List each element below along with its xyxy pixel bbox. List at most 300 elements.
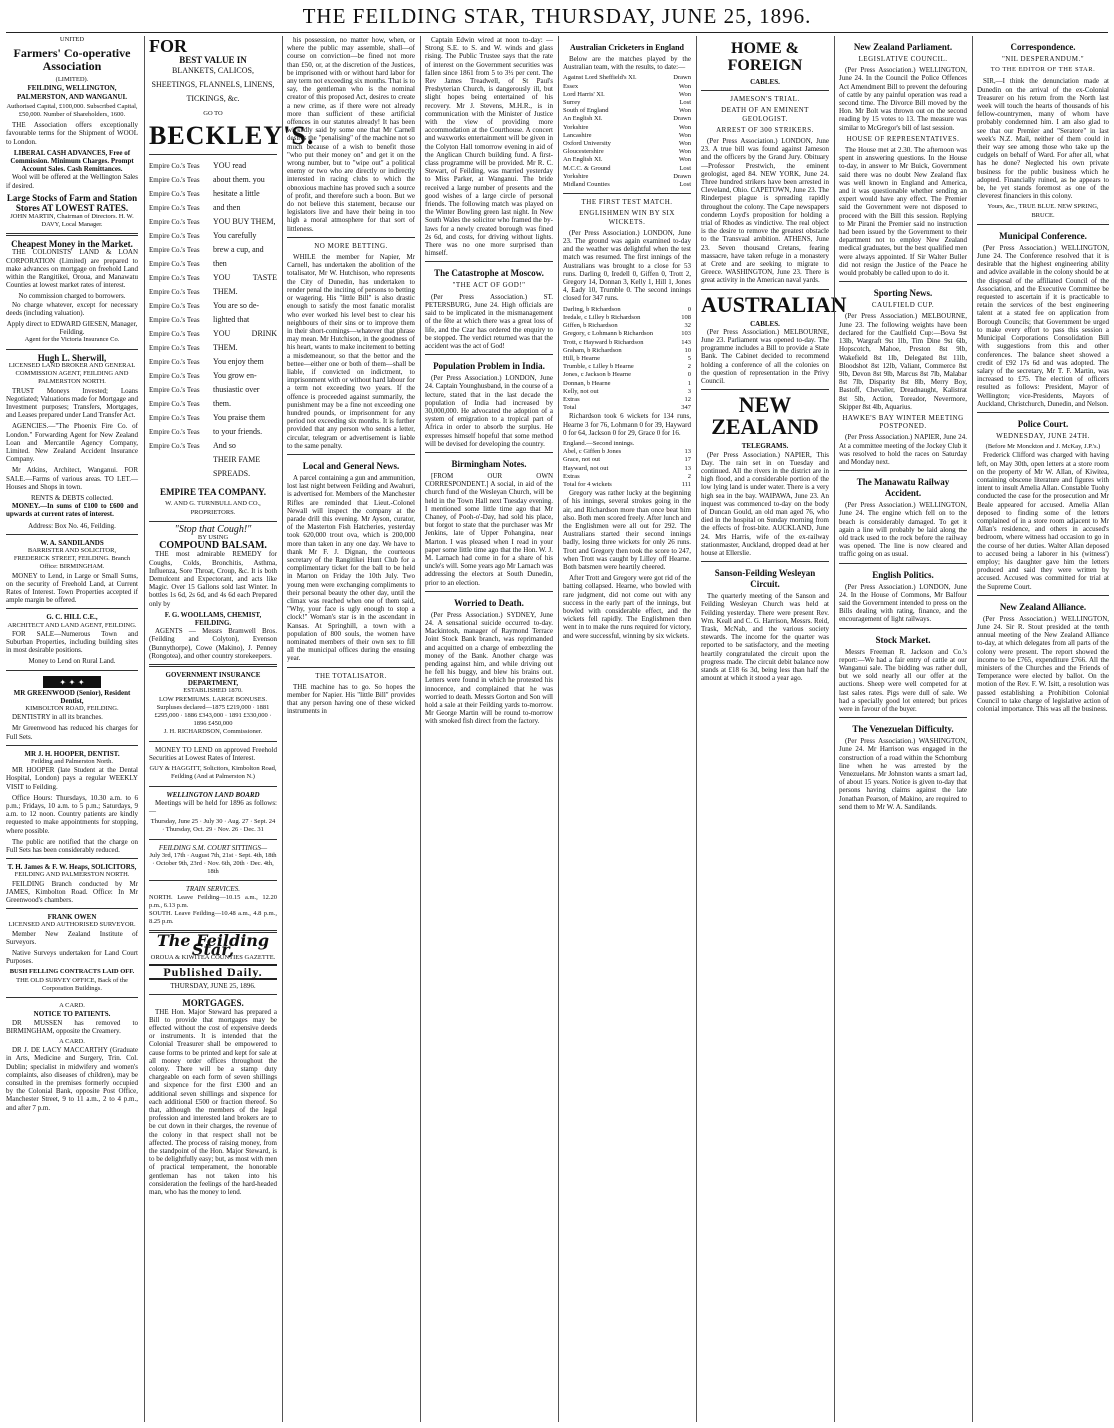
- ad-farmers-places: FEILDING, WELLINGTON, PALMERSTON, AND WANGANUI.: [16, 84, 128, 101]
- table-row: [563, 91, 691, 99]
- ad-james-addr: FEILDING AND PALMERSTON NORTH.: [14, 871, 130, 879]
- police-date: WEDNESDAY, JUNE 24TH.: [996, 431, 1090, 440]
- divider: [149, 880, 277, 881]
- ad-owen-plans: BUSH FELLING CONTRACTS LAID OFF.: [9, 968, 135, 976]
- ad-for-head: FOR: [149, 36, 187, 56]
- politics-body: (Per Press Association.) LONDON, June 24. In the House of Commons, Mr Balfour said the Government intended to press on the Bills dealing with rating, finance, and the encouragement of light railways.: [839, 582, 967, 624]
- table-cell-label: Gloucestershire: [563, 148, 604, 156]
- ad-cheapest-agent: Agent for the Victoria Insurance Co.: [24, 336, 120, 344]
- table-row: [563, 148, 691, 156]
- svg-text:✦ ✦ ✦: ✦ ✦ ✦: [59, 677, 85, 687]
- table-row: [563, 465, 691, 473]
- ad-hooper-addr: Feilding and Palmerston North.: [31, 758, 113, 766]
- tea-brand-line: Empire Co.'s Teas: [149, 162, 200, 171]
- paper-date: THURSDAY, JUNE 25, 1896.: [170, 982, 256, 991]
- table-cell-label: Trott, c Hayward b Richardson: [563, 338, 644, 346]
- table-cell-label: Oxford University: [563, 140, 611, 148]
- ad-gov-commissioner: J. H. RICHARDSON, Commissioner.: [163, 728, 263, 736]
- tea-brand-list: [149, 159, 207, 481]
- court-head: FEILDING S.M. COURT SITTINGS—: [158, 843, 268, 852]
- table-cell-label: Graham, b Richardson: [563, 346, 622, 354]
- ad-hill-money: Money to Lend on Rural Land.: [28, 657, 116, 666]
- table-row: [563, 339, 691, 347]
- ad-sherwill-rents: RENTS & DEBTS collected.: [30, 493, 114, 502]
- totalisator-continued: his possession, no matter how, when, or where the public may assemble, shall—of course on conviction—be fined not more than £50, or, at the discretion of the Justices, be imprisoned with or without hard labor for any term not exceeding six months. That is to say, the gentleman who is the nominal creator of this proposed Act, desires to create a new crime, as if there were not already more than sufficient of these artificial offences in our statutes already! It has been wickedly said by some one that Mr Carnell desires the "penalising" of the machine not so much because of a wish to benefit those "who put their money on" and get it on the wrong number, but to "wipe out" a political enemy or two who are directly or indirectly interested in racing clubs to which the obnoxious machine has proved such a source of profit, and therefore such a boon. But we do not believe this statement, because our legislators live and have their being in too high a moral atmosphere for that sort of littleness.: [287, 36, 415, 233]
- ad-empire-teas: [149, 159, 277, 481]
- tea-brand-line: Empire Co.'s Teas: [149, 218, 200, 227]
- divider: [701, 90, 829, 91]
- home-foreign-head: HOME & FOREIGN: [727, 40, 803, 74]
- column-4: [420, 36, 553, 1422]
- nz-body: (Per Press Association.) NAPIER, This Day. The rain set in on Tuesday and continued. All the rivers in the district are in high flood, and a considerable portion of the low lying land is under water. There is a very high sea in the bay. WAIPAWA, June 23. An inquest was commenced to-day on the body of Duncan Gould, an old man aged 76, who died in the hospital on Sunday morning from the effects of frost-bite. AUCKLAND, June 24. Mrs Harris, wife of the ex-railway stationmaster, Auckland, dropped dead at her house at Ellerslie.: [701, 450, 829, 557]
- tea-brand-line: Empire Co.'s Teas: [149, 442, 200, 451]
- test-sub: ENGLISHMEN WIN BY SIX WICKETS.: [579, 209, 675, 226]
- land-board-dates: Thursday, June 25 · July 30 · Aug. 27 · Sept. 24 · Thursday, Oct. 29 · Nov. 26 · Dec. 31: [150, 818, 276, 834]
- tea-slogan-line: brew a cup, and: [213, 245, 264, 255]
- table-cell-label: England.—Second innings.: [563, 439, 635, 447]
- table-cell-value: 2: [687, 472, 691, 480]
- tea-brand-line: Empire Co.'s Teas: [149, 358, 200, 367]
- news-continued: Captain Edwin wired at noon to-day: —Strong S.E. to S. and W. winds and glass rising. The Public Trustee says that the rate of interest on the Government securities was fallen since 1861 from 5 to 3½ per cent. The Rev James Treadwell, of St Paul's Presbyterian Church, is dangerously ill, but slight hopes being entertained of his recovery. Mr J. Stevens, M.H.R., is in communication with the Minister of Justice with the view of providing more accommodation at the Courthouse. A concert and waxworks entertainment will be given in the Colyton Hall tomorrow evening in aid of the Anglican Church building fund. A first-class programme will be provided. Mr R. C. Stewart, of Feilding, was married yesterday to Miss Parker, at Wanganui. The bride received a large number of presents and the good wishes of a large circle of personal friends. The following match was played on the Winter Bowling green last night. In New South Wales the solicitor who framed the by-laws for a newly created borough was fined 2s 6d, and costs, for driving without lights. There was no one more surprised than himself.: [425, 36, 553, 258]
- home-foreign-cables: CABLES.: [750, 78, 780, 86]
- ad-hooper-public: The public are notified that the charge on Full Sets has been considerably reduced.: [6, 837, 138, 855]
- tea-brand-line: Empire Co.'s Teas: [149, 190, 200, 199]
- correspondence-sign: Yours, &c., TRUE BLUE. NEW SPRING, BRUCE.: [987, 203, 1099, 219]
- divider: [149, 741, 277, 742]
- table-cell-value: 108: [681, 313, 691, 321]
- train-south: SOUTH. Leave Feilding—10.48 a.m., 4.8 p.m., 8.25 p.m.: [149, 909, 277, 926]
- table-row: [563, 181, 691, 189]
- divider: [977, 224, 1109, 225]
- home-foreign-body: (Per Press Association.) LONDON, June 23. A true bill was found against Jameson and the officers by the Grand Jury. Obituary—Professor Prestwich, the eminent geologist, aged 84. NEW YORK, June 24. Three hundred strikers have been arrested in Cleveland, Ohio. CAPETOWN, June 23. The Rinderpest plague is spreading rapidly throughout the colony. The Cape newspapers condemn Loyd's proposition for holding a trial of Rhodes as vindictive. The real object is the desire to remove the greatest obstacle to the Transvaal ambition. ATHENS, June 23. Seven thousand Cretans, fearing massacre, have taken refuge in a monastery at Crete and are seeking to migrate to Greece. WASHINGTON, June 23. There is great activity in the American naval yards.: [701, 137, 829, 285]
- ad-owen-body: Member New Zealand Institute of Surveyors.: [6, 929, 138, 946]
- ad-cough-maker: F. G. WOOLLAMS, CHEMIST, FEILDING.: [164, 610, 262, 628]
- tea-brand-line: Empire Co.'s Teas: [149, 316, 200, 325]
- tea-slogan-line: YOU TASTE THEM.: [213, 273, 277, 297]
- paper-daily: Published Daily.: [149, 964, 277, 980]
- tea-brand-line: Empire Co.'s Teas: [149, 330, 200, 339]
- column-3: [282, 36, 415, 1422]
- totalisator-body: THE machine has to go. So hopes the member for Napier. His "little Bill" provides that any person having one of these wicked instruments in: [287, 682, 415, 716]
- table-cell-value: 111: [681, 480, 691, 488]
- alliance-body: (Per Press Association.) WELLINGTON, June 24. Sir R. Stout presided at the tenth annual meeting of the New Zealand Alliance to-day, at which delegates from all parts of the colony were present. The report showed the income to be £765, expenditure £766. All the ministers of the Churches and the Friends of Temperance were elected by ballot. On the motion of the Rev. F. W. Isitt, a resolution was passed establishing a Prohibition Colonial Council to take charge of legislative action of colonial importance. This was all the business.: [977, 614, 1109, 714]
- table-row: [563, 396, 691, 404]
- table-row: [563, 74, 691, 82]
- ad-for-items: BLANKETS, CALICOS, SHEETINGS, FLANNELS, LINENS, TICKINGS, &c.: [151, 66, 275, 104]
- tea-brand-line: Empire Co.'s Teas: [149, 302, 200, 311]
- betting-head: NO MORE BETTING.: [314, 241, 388, 250]
- sanson-body: The quarterly meeting of the Sanson and Feilding Wesleyan Church was held at Feilding yesterday. There were present Rev. Wm. Keall and C. G. Harrison, Messrs. Reid, Trask, McNab, and the various society stewards. The income for the quarter was reported to be satisfactory, and the meeting heartily congratulated the circuit upon the progress made. The circuit debit balance now stands at £18 6s 3d, being less than half the amount at which it stood a year ago.: [701, 592, 829, 683]
- table-row: [563, 380, 691, 388]
- tea-slogan-line: YOU read: [213, 161, 247, 171]
- divider: [563, 193, 691, 194]
- table-cell-label: Darling, b Richardson: [563, 305, 621, 313]
- police-head: Police Court.: [1017, 418, 1069, 429]
- ad-sandilands-addr: FREDERICK STREET, FEILDING. Branch Office: BIRMINGHAM.: [13, 555, 131, 571]
- ad-farmers-tag: UNITED: [59, 36, 85, 43]
- venezuela-body: (Per Press Association.) WASHINGTON, June 24. Mr Harrison was engaged in the construction of a road within the Schomburg line when he was arrested by the Venezuelans. Mr Johnston wants a smart lad, of about 15 years. Notice is given to-day that persons having claims against the late Jonathan Pearson, of Makino, are required to send them to Mr W. A. Sandilands.: [839, 737, 967, 811]
- ad-hill-name: G. C. HILL C.E.,: [46, 613, 98, 622]
- ad-empire-props: W. AND G. TURNBULL AND CO., PROPRIETORS.: [165, 500, 261, 516]
- ad-beckley: BECKLEY'S.: [149, 121, 315, 151]
- australian-body: (Per Press Association.) MELBOURNE, June 23. Parliament was opened to-day. The programme includes a Bill to provide a State Bank. The Cabinet decided to recommend holding a conference of all the colonies on the question of representation in the Privy Council.: [701, 327, 829, 386]
- ad-greenwood-addr: KIMBOLTON ROAD, FEILDING.: [25, 705, 119, 712]
- correspondence-head: Correspondence.: [1010, 42, 1076, 52]
- table-cell-label: Grace, not out: [563, 456, 601, 464]
- ad-gov-surplus: Surpluses declared—1875 £219,000 · 1881 £295,000 · 1886 £343,000 · 1891 £330,000 · 1896 £450,000: [154, 703, 272, 728]
- hawkes-body: (Per Press Association.) NAPIER, June 24. At a committee meeting of the Jockey Club it was resolved to hold the races on Saturday and Monday next.: [839, 433, 967, 466]
- table-cell-value: 3: [687, 387, 691, 395]
- mortgages-body: THE Hon. Major Steward has prepared a Bill to provide that mortgages may be effected without the cost of expensive deeds or instruments. It is intended that the Colonial Treasurer shall be empowered to cause forms to be printed and kept for sale at all money order offices throughout the colony. There will be a stamp duty chargeable on each form of seven shillings and sixpence for the first £300 and an additional seven shillings and sixpence for each additional £500 or fraction thereof. So that, although the members of the legal profession and interested land brokers are to be cut down in their charges, the revenue of the colony in that respect shall not be affected. The process of raising money, from the standpoint of the Hon. Major Steward, is to be delightfully easy; but, as most with men of practical temperament, the honorable gentleman has not taken into his consideration the feelings of the hard-headed man, who has the money to lend.: [149, 1007, 277, 1197]
- table-cell-label: Abel, c Giffen b Jones: [563, 448, 622, 456]
- sporting-body: (Per Press Association.) MELBOURNE, June 23. The following weights have been declared for the Caulfield Cup:—Bova 9st 13lb, Wargraft 9st 1lb, Tim Dine 9st 6lb, Hopscotch, Mahoe, Preston 8st 9lb, Wakefield 8st 1lb, Delegated 8st 11lb, Bloodshot 8st 12lb, Valiant, Commerce 8st 9lb, Devon 8st 9lb, Marcus 8st 7lb, Malabar 8st 7lb, Disparity 8st 8lb, Merry Boy, Bastoff, Chevalier, Dreadnaught, Kalistrat 8st 5lb, Action, Toreador, Nevermore, Skipper 8st 4lb, Aquarius.: [839, 312, 967, 411]
- totalisator-head: THE TOTALISATOR.: [315, 671, 387, 680]
- table-row: [563, 107, 691, 115]
- cricket-head: Australian Cricketers in England: [569, 43, 684, 52]
- tea-brand-line: Empire Co.'s Teas: [149, 400, 200, 409]
- table-row: [563, 132, 691, 140]
- alliance-head: New Zealand Alliance.: [999, 601, 1087, 612]
- england-scorecard-table: [563, 440, 691, 489]
- table-row: [563, 173, 691, 181]
- tea-slogan-line: them.: [213, 399, 231, 409]
- table-row: [563, 456, 691, 464]
- table-cell-value: 347: [681, 404, 691, 412]
- column-5: [558, 36, 691, 1422]
- ad-james-name: T. H. James & F. W. Heaps, SOLICITORS,: [7, 863, 137, 872]
- tea-brand-line: Empire Co.'s Teas: [149, 288, 200, 297]
- table-cell-label: Surrey: [563, 99, 581, 107]
- table-row: [563, 388, 691, 396]
- ad-owen-office: THE OLD SURVEY OFFICE, Back of the Corporation Buildings.: [16, 976, 128, 992]
- table-row: [563, 347, 691, 355]
- correspondence-sub: "NIL DESPERANDUM.": [1001, 55, 1085, 63]
- land-board-head: WELLINGTON LAND BOARD: [166, 790, 260, 799]
- ad-owen-native: Native Surveys undertaken for Land Court Purposes.: [6, 949, 138, 966]
- table-cell-label: Jones, c Jackson b Hearne: [563, 371, 632, 379]
- divider: [6, 908, 138, 909]
- ad-sherwill-agencies: AGENCIES.—"The Phoenix Fire Co. of London." Forwarding Agent for New Zealand Loan and Mercantile Agency Company, Limited. New Zealand Accident Insurance Company.: [6, 422, 138, 464]
- catastrophe-body: (Per Press Association.) ST. PETERSBURG, June 24. High officials are said to be implicated in the mismanagement of the fête at which there was a great loss of life, and the Czar has ordered the enquiry to be stopped. The verdict returned was that the accident was the act of God!: [425, 292, 553, 350]
- divider: [701, 389, 829, 390]
- table-cell-value: 17: [684, 456, 691, 464]
- ad-empire-head: EMPIRE TEA COMPANY.: [159, 487, 267, 498]
- column-7: [834, 36, 967, 1422]
- table-cell-label: M.C.C. & Ground: [563, 164, 611, 172]
- table-cell-label: Against Lord Sheffield's XI.: [563, 74, 637, 82]
- ad-cough-name: COMPOUND BALSAM.: [159, 540, 267, 552]
- ad-sherwill-name: Hugh L. Sherwill,: [37, 352, 107, 363]
- ad-greenwood-body: DENTISTRY in all its branches.: [12, 713, 103, 722]
- tea-slogan-line: And so: [213, 441, 236, 451]
- council-body: (Per Press Association.) WELLINGTON, June 24. In the Council the Police Offences Act Amendment Bill to prevent the defouring of cattle by any painful operation was read a second time. The Divorce Bill moved by the Hon. Mr Bolt was thrown out on the second reading by 15 votes to 13. The measure was similar to McGregor's bill of last session.: [839, 66, 967, 132]
- divider: [149, 664, 277, 667]
- tea-slogan-line: You enjoy them: [213, 357, 264, 367]
- divider: [425, 354, 553, 355]
- birmingham-head: Birmingham Notes.: [451, 458, 527, 469]
- ad-cough-quote: "Stop that Cough!": [174, 523, 252, 535]
- table-cell-label: Iredale, c Lilley b Richardson: [563, 313, 641, 321]
- sporting-head: Sporting News.: [873, 288, 933, 299]
- divider: [149, 521, 277, 522]
- ad-mussen-head: NOTICE TO PATIENTS.: [33, 1010, 111, 1019]
- divider: [839, 628, 967, 629]
- table-cell-label: Yorkshire: [563, 123, 589, 131]
- dentist-badge-icon: [6, 675, 138, 689]
- ad-cough-agents: AGENTS — Messrs Bramwell Bros. (Feilding and Colyton), Evenson (Bunnythorpe), Cowe (Makino), J. Penney (Rongotea), and other country storekeepers.: [149, 627, 277, 660]
- population-head: Population Problem in India.: [433, 361, 545, 372]
- train-north: NORTH. Leave Feilding—10.15 a.m., 12.20 p.m., 6.13 p.m.: [149, 893, 277, 909]
- ad-farmers-liberal: LIBERAL CASH ADVANCES, Free of Commission. Minimum Charges. Prompt Account Sales. Cash Remittances.: [10, 148, 134, 174]
- divider: [6, 349, 138, 350]
- table-cell-label: Midland Counties: [563, 181, 610, 189]
- ad-farmers-manager: JOHN MARTIN, Chairman of Directors. H. W. DAVY, Local Manager.: [10, 212, 134, 229]
- masthead-title: THE FEILDING STAR, THURSDAY, JUNE 25, 1896.: [302, 4, 812, 28]
- paper-sub: OROUA & KIWITEA COUNTIES GAZETTE.: [150, 953, 276, 961]
- death-head: DEATH OF AN EMINENT GEOLOGIST.: [721, 106, 809, 123]
- paper-title: The Feilding Star,: [156, 931, 270, 959]
- table-cell-value: 103: [681, 330, 691, 338]
- table-row: [563, 322, 691, 330]
- trial-head: JAMESON'S TRIAL.: [730, 95, 800, 104]
- tea-brand-line: Empire Co.'s Teas: [149, 372, 200, 381]
- ad-owen-name: FRANK OWEN: [47, 913, 97, 922]
- tea-slogan-line: YOU DRINK THEM.: [213, 329, 277, 353]
- divider: [149, 994, 277, 995]
- stock-head: Stock Market.: [875, 634, 931, 645]
- table-cell-label: Lord Harris' XI.: [563, 90, 605, 98]
- ad-sherwill-sale: Mr Atkins, Architect, Wanganui. FOR SALE.—Farms of various areas. TO LET.—Houses and Shops in town.: [6, 466, 138, 491]
- table-cell-value: Won: [678, 82, 691, 90]
- divider: [839, 717, 967, 718]
- ad-gov-low: LOW PREMIUMS. LARGE BONUSES.: [158, 695, 268, 703]
- ad-money-lend: MONEY TO LEND on approved Freehold Securities at Lowest Rates of Interest.: [149, 745, 277, 762]
- table-cell-label: Yorkshire: [563, 172, 589, 180]
- table-cell-value: 143: [681, 338, 691, 346]
- police-before: (Before Mr Monckton and J. McKay, J.P.'s.): [985, 443, 1101, 451]
- table-cell-value: Lost: [679, 181, 691, 189]
- divider: [977, 595, 1109, 596]
- table-cell-value: Won: [678, 148, 691, 156]
- table-cell-value: Won: [678, 107, 691, 115]
- ad-hooper-hours: Office Hours: Thursdays, 10.30 a.m. to 6 p.m.; Fridays, 10 a.m. to 5 p.m.; Saturdays, 9 a.m. to 12 noon. Country patients are kindly requested to make appointments for stopping, where possible.: [6, 793, 138, 835]
- ad-cheapest-apply: Apply direct to EDWARD GIESEN, Manager, Feilding.: [6, 320, 138, 337]
- divider: [149, 786, 277, 787]
- test-head: THE FIRST TEST MATCH.: [581, 198, 673, 207]
- table-row: [563, 440, 691, 448]
- table-cell-value: 32: [684, 322, 691, 330]
- after-body: After Trott and Gregory were got rid of the batting collapsed. Hearne, who bowled with rare judgment, did not come out with any success in the early part of the innings, but bowled with considerable effect, and the wickets fell rapidly. The Englishmen then went in to make the runs required for victory, and were successful, winning by six wickets.: [563, 574, 691, 640]
- ad-farmers-wool: Wool will be offered at the Wellington Sales if desired.: [6, 173, 138, 190]
- ad-gov-est: ESTABLISHED 1870.: [183, 687, 243, 695]
- table-cell-value: 1: [687, 379, 691, 387]
- table-cell-value: 13: [684, 464, 691, 472]
- table-cell-value: Won: [678, 123, 691, 131]
- table-row: [563, 124, 691, 132]
- train-head: TRAIN SERVICES.: [186, 885, 240, 894]
- hawkes-head: HAWKE'S BAY WINTER MEETING POSTPONED.: [842, 413, 964, 431]
- ad-cheapest-body: THE COLONISTS' LAND & LOAN CORPORATION (Limited) are prepared to make advances on mortgage on freehold Land within the Rangitikei, Oroua, and Manawatu Counties at lowest market rates of interest.: [6, 248, 138, 290]
- table-row: [563, 115, 691, 123]
- divider: [6, 233, 138, 236]
- house-head: HOUSE OF REPRESENTATIVES.: [846, 134, 960, 143]
- population-body: (Per Press Association.) LONDON, June 24. Captain Younghusband, in the course of a lecture, stated that in the last decade the population of India had increased by 30,000,000. He advocated the adoption of a system of emigration to a tropical part of Africa in order to absorb the surplus. He expresses himself hopeful that some method will be devised for developing the country.: [425, 374, 553, 448]
- ad-sherwill-money: MONEY.—In sums of £100 to £600 and upwards at current rates of interest.: [6, 502, 138, 519]
- table-cell-value: Won: [678, 156, 691, 164]
- ad-maccarthy-card: A CARD.: [59, 1037, 85, 1045]
- divider: [149, 839, 277, 840]
- australian-head: AUSTRALIAN: [701, 291, 847, 317]
- tea-brand-line: Empire Co.'s Teas: [149, 274, 200, 283]
- column-8: [972, 36, 1109, 1422]
- table-cell-value: 5: [687, 354, 691, 362]
- table-cell-label: Lancashire: [563, 131, 592, 139]
- cricket-results-table: [563, 74, 691, 189]
- ad-for-title: BEST VALUE IN: [179, 55, 247, 65]
- correspondence-body: SIR,—I think the denunciation made at Dunedin on the arrival of the ex-Colonial Treasurer on his return from the North last week will touch the hearts of thousands of his fellow-countrymen, many of whom have probably condemned him. I am also glad to see that our Premier and "Seratore" in last week's N.Z. Mail, neither of them could in their way see among those who take up the cudgels on behalf of Ward. For after all, what has he done? Neglected his own private business for the public business which he adopted. Financially ruined, as he appears to be, he yet stands foremost as one of the cleverest financiers in this colony.: [977, 77, 1109, 201]
- divider: [6, 534, 138, 535]
- table-cell-label: Trumble, c Lilley b Hearne: [563, 363, 634, 371]
- tea-slogan-list: [207, 159, 277, 481]
- table-cell-label: Total: [563, 404, 577, 412]
- tea-brand-line: Empire Co.'s Teas: [149, 414, 200, 423]
- mortgages-head: MORTGAGES.: [182, 998, 244, 1009]
- local-head: Local and General News.: [302, 460, 400, 471]
- table-cell-value: 0: [687, 305, 691, 313]
- table-cell-value: Won: [678, 131, 691, 139]
- tea-slogan-line: THEIR FAME: [213, 455, 261, 465]
- parliament-head: New Zealand Parliament.: [853, 42, 953, 52]
- table-cell-value: 2: [687, 363, 691, 371]
- land-board-body: Meetings will be held for 1896 as follows:—: [149, 798, 277, 815]
- house-body: The House met at 2.30. The afternoon was spent in answering questions. In the House to-day, in answer to Mr Buick, Government said there was no doubt New Zealand flax was well known in England and America, and it was questionable whether sending an expert would have any effect. The Premier said the Government were not disposed to proceed with the Bill this session. Replying to Mr Pirani the Premier said no instruction had been issued by the Government to their department not to employ New Zealand medical graduates, but the best qualified men were always appointed. If Sir Walter Buller did not resign the Justice of the Peace he would probably be called upon to do it.: [839, 146, 967, 278]
- tea-slogan-line: You grow en-: [213, 371, 257, 381]
- nz-telegrams: TELEGRAMS.: [741, 442, 789, 451]
- table-row: [563, 156, 691, 164]
- court-dates: July 3rd, 17th · August 7th, 21st · Sept. 4th, 18th · October 9th, 23rd · Nov. 6th, 20th · Dec. 4th, 18th: [149, 851, 277, 876]
- table-cell-value: Drawn: [673, 115, 691, 123]
- table-cell-label: Extras: [563, 395, 580, 403]
- tea-brand-line: Empire Co.'s Teas: [149, 344, 200, 353]
- table-cell-value: Lost: [679, 164, 691, 172]
- divider: [839, 281, 967, 282]
- table-cell-label: Hill, b Hearne: [563, 354, 601, 362]
- tea-brand-line: Empire Co.'s Teas: [149, 428, 200, 437]
- scorecard-table: [563, 306, 691, 413]
- caulfield-head: CAULFIELD CUP.: [871, 301, 935, 310]
- table-cell-value: 12: [684, 395, 691, 403]
- arrest-head: ARREST OF 300 STRIKERS.: [716, 125, 814, 134]
- table-row: [563, 363, 691, 371]
- table-row: [563, 473, 691, 481]
- ad-sherwill-address: Address: Box No. 46, Feilding.: [28, 521, 116, 530]
- ad-hooper-body: MR HOOPER (late Student at the Dental Hospital, London) pays a regular WEEKLY VISIT to Feilding.: [6, 766, 138, 791]
- table-cell-label: South of England: [563, 107, 609, 115]
- tea-brand-line: Empire Co.'s Teas: [149, 246, 200, 255]
- tea-brand-line: Empire Co.'s Teas: [149, 204, 200, 213]
- ad-owen-title: LICENSED AND AUTHORISED SURVEYOR.: [8, 921, 136, 929]
- table-cell-value: Won: [678, 90, 691, 98]
- table-row: [563, 371, 691, 379]
- table-cell-label: Total for 4 wickets: [563, 480, 612, 488]
- nz-head: NEW ZEALAND: [711, 392, 819, 440]
- ad-farmers-limited: (LIMITED).: [55, 76, 89, 84]
- ad-farmers-stocks: Large Stocks of Farm and Station Stores AT LOWEST RATES.: [6, 192, 138, 213]
- tea-brand-line: Empire Co.'s Teas: [149, 260, 200, 269]
- politics-head: English Politics.: [872, 569, 934, 580]
- local-body: A parcel containing a gun and ammunition, lost last night between Feilding and Awahuri, is advertised for. Members of the Manchester Rifles are reminded that Lieut.-Colonel Newall will inspect the company at the parade drill this evening. Mr Ayson, curator, of the Masterton Fish Hatcheries, yesterday took 620,000 trout ova, which is 200,000 more than taken in any one day. We have to thank Mr F. J. Dignan, the courteous secretary of the Rangitikei Hunt Club for a complimentary ticket for the ball to be held in Marton on Friday the 10th July. Two young men were exchanging compliments to their personal beauty the other day, until the climax was reached when one of them said, "Why, your face is ugly enough to stop a clock!" Woman's star is in the ascendant in Kansas. At Springhill, a town with a population of 800 souls, the women have nominated members of their own sex to fill all the municipal offices during the ensuing year.: [287, 473, 415, 663]
- divider: [839, 563, 967, 564]
- table-row: [563, 314, 691, 322]
- table-row: [563, 306, 691, 314]
- table-cell-label: Essex: [563, 82, 579, 90]
- tea-slogan-line: then: [213, 259, 227, 269]
- birmingham-body: [FROM OUR OWN CORRESPONDENT.] A social, in aid of the church fund of the Wesleyan Church, will be held in the Town Hall next Tuesday evening. I mentioned some little time ago that Mr Chaney, of Pooh-o'-Day, had sold his place, but forgot to state that the purchaser was Mr Jenkins, late of Upper Pohangina, near Marton. I was pleased when I read in your paper some little time ago that the Hon. W. J. M. Larnach had come in for a share of his uncle's will. Some years ago Mr Larnach was addressing the electors at South Dunedin, prior to an election.: [425, 471, 553, 587]
- tea-slogan-line: SPREADS.: [213, 469, 251, 479]
- score-bowling: Richardson took 6 wickets for 134 runs, Hearne 3 for 76, Lohmann 0 for 39, Hayward 0 for 64, Jackson 0 for 29, Grace 0 for 16.: [563, 412, 691, 437]
- divider: [149, 154, 277, 155]
- divider: [6, 997, 138, 998]
- municipal-head: Municipal Conference.: [999, 230, 1087, 241]
- tea-brand-line: Empire Co.'s Teas: [149, 386, 200, 395]
- table-cell-value: Won: [678, 140, 691, 148]
- tea-slogan-line: YOU BUY THEM,: [213, 217, 276, 227]
- divider: [839, 470, 967, 471]
- correspondence-to: TO THE EDITOR OF THE STAR.: [990, 66, 1096, 74]
- table-row: [563, 330, 691, 338]
- ad-gov-head: GOVERNMENT INSURANCE DEPARTMENT,: [165, 671, 261, 688]
- divider: [6, 745, 138, 746]
- australian-cables: CABLES.: [750, 319, 780, 328]
- divider: [6, 670, 138, 671]
- ad-james-body: FEILDING Branch conducted by Mr JAMES, Kimbolton Road. Office: In Mr Greenwood's chambers.: [6, 879, 138, 905]
- tea-slogan-line: hesitate a little: [213, 189, 260, 199]
- masthead-rule: [6, 32, 1108, 33]
- divider: [287, 454, 415, 455]
- divider: [425, 591, 553, 592]
- divider: [6, 608, 138, 609]
- worried-body: (Per Press Association.) SYDNEY, June 24. A sensational suicide occurred to-day. Mackintosh, manager of Raymond Terrace Joint Stock Bank branch, was reprimanded and acquitted on a charge of embezzling the money of the Bank. Another charge was pending against him, and while driving out he fell his buggy, and blew his brains out. Letters were found in which he protested his innocence, and complained that he was worried to death. Messrs Gorton and Son will hold a sale at their Feilding yards to-morrow. Mr George Martin will be round to-morrow with smoked fish direct from the factory.: [425, 610, 553, 726]
- divider: [701, 561, 829, 562]
- ad-cough-body: THE most admirable REMEDY for Coughs, Colds, Bronchitis, Asthma, Influenza, Sore Throat, Croup, &c. It is both Demulcent and Expectorant, and acts like Magic. Over 15 Gallons sold last Winter. In bottles 1s 6d, 2s 6d, and 4s 6d each Prepared only by: [149, 550, 277, 608]
- ad-greenwood-name: MR GREENWOOD (Senior), Resident Dentist,: [13, 688, 131, 705]
- table-cell-label: Giffen, b Richardson: [563, 322, 618, 330]
- newspaper-page: [6, 36, 1108, 1422]
- manawatu-body: (Per Press Association.) WELLINGTON, June 24. The engine which fell on to the beach is considerably damaged. To get it again a line will probably be laid along the old track used to the rock before the railway was opened. The line is now cleared and traffic going on as usual.: [839, 501, 967, 559]
- tea-brand-line: Empire Co.'s Teas: [149, 176, 200, 185]
- tea-slogan-line: and then: [213, 203, 241, 213]
- table-cell-label: Kelly, not out: [563, 387, 599, 395]
- table-cell-value: 13: [684, 448, 691, 456]
- table-cell-label: Hayward, not out: [563, 464, 609, 472]
- catastrophe-quote: "THE ACT OF GOD!": [452, 281, 526, 290]
- ad-farmers-capital: Authorised Capital, £100,000. Subscribed Capital, £50,000. Number of Shareholders, 1600.: [6, 102, 138, 119]
- catastrophe-head: The Catastrophe at Moscow.: [434, 268, 544, 279]
- table-cell-label: Donnan, b Hearne: [563, 379, 611, 387]
- table-row: [563, 355, 691, 363]
- tea-slogan-line: thusiastic over: [213, 385, 260, 395]
- tea-slogan-line: to your friends.: [213, 427, 263, 437]
- worried-head: Worried to Death.: [454, 597, 524, 608]
- table-cell-value: Drawn: [673, 74, 691, 82]
- venezuela-head: The Venezuelan Difficulty.: [852, 724, 954, 735]
- table-cell-value: 10: [684, 346, 691, 354]
- sanson-head: Sanson-Feilding Wesleyan Circuit.: [714, 568, 816, 590]
- table-row: [563, 83, 691, 91]
- ad-cough-use: BY USING: [197, 534, 229, 542]
- ad-sandilands-name: W. A. SANDILANDS: [40, 538, 104, 547]
- tea-slogan-line: You praise them: [213, 413, 266, 423]
